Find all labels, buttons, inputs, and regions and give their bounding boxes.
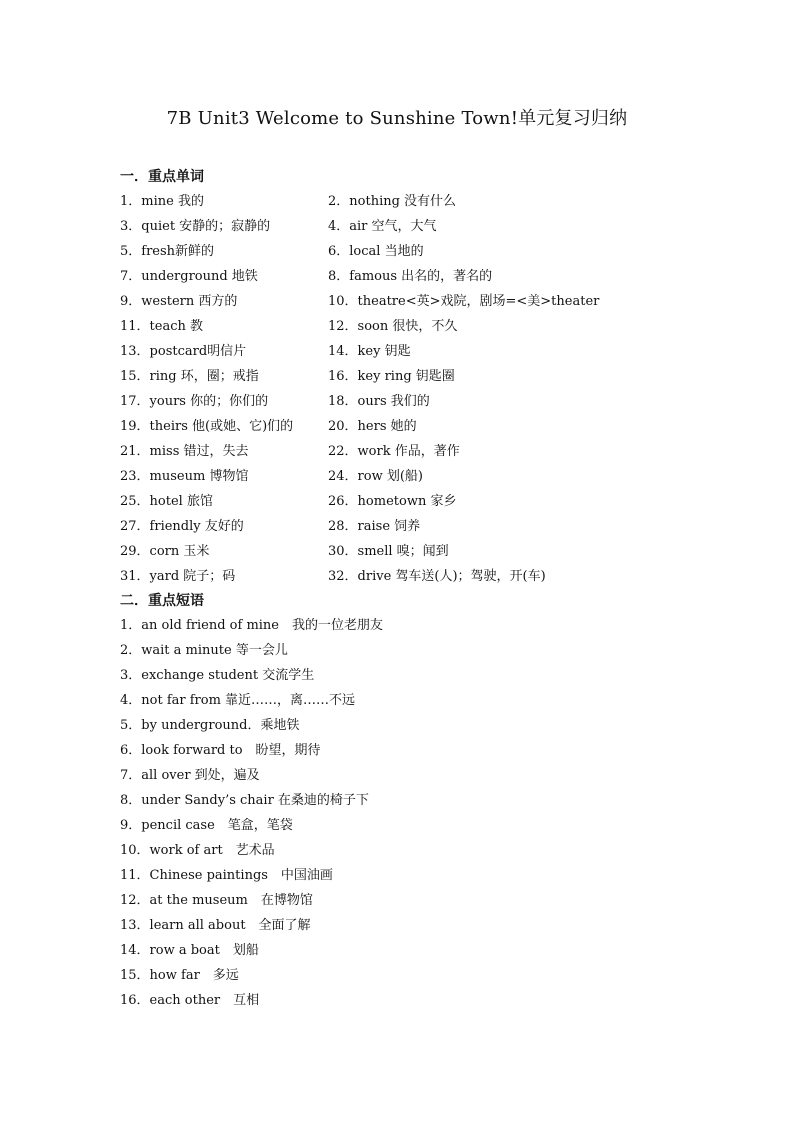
phrase-item: 8．under Sandy’s chair 在桑迪的椅子下 (120, 793, 369, 808)
phrase-item: 6．look forward to 盼望，期待 (120, 743, 321, 758)
word-item: 16．key ring 钥匙圈 (328, 369, 455, 384)
word-item: 3．quiet 安静的；寂静的 (120, 219, 271, 234)
phrase-item: 16．each other 互相 (120, 993, 260, 1008)
word-item: 4．air 空气，大气 (328, 219, 437, 234)
word-item: 25．hotel 旅馆 (120, 494, 213, 509)
phrase-item: 3．exchange student 交流学生 (120, 668, 315, 683)
word-item: 14．key 钥匙 (328, 344, 411, 359)
page-title: 7B Unit3 Welcome to Sunshine Town!单元复习归纳 (166, 108, 628, 129)
word-item: 6．local 当地的 (328, 244, 424, 259)
word-item: 5．fresh新鲜的 (120, 244, 215, 259)
phrase-item: 1．an old friend of mine 我的一位老朋友 (120, 618, 383, 633)
phrase-item: 9．pencil case 笔盒，笔袋 (120, 818, 293, 833)
phrase-item: 11．Chinese paintings 中国油画 (120, 868, 333, 883)
phrase-item: 14．row a boat 划船 (120, 943, 259, 958)
word-item: 11．teach 教 (120, 319, 203, 334)
phrase-item: 10．work of art 艺术品 (120, 843, 275, 858)
word-item: 17．yours 你的；你们的 (120, 394, 269, 409)
word-item: 28．raise 饲养 (328, 519, 421, 534)
word-item: 20．hers 她的 (328, 419, 417, 434)
section-heading-key-words: 一．重点单词 (120, 169, 204, 185)
word-item: 24．row 划(船) (328, 469, 423, 484)
word-item: 2．nothing 没有什么 (328, 194, 457, 209)
phrase-item: 2．wait a minute 等一会儿 (120, 643, 288, 658)
word-item: 13．postcard明信片 (120, 344, 247, 359)
word-item: 12．soon 很快，不久 (328, 319, 458, 334)
word-item: 9．western 西方的 (120, 294, 238, 309)
phrase-item: 15．how far 多远 (120, 968, 239, 983)
word-item: 22．work 作品，著作 (328, 444, 460, 459)
word-item: 29．corn 玉米 (120, 544, 210, 559)
word-item: 15．ring 环，圈；戒指 (120, 369, 259, 384)
word-item: 21．miss 错过，失去 (120, 444, 249, 459)
word-item: 30．smell 嗅；闻到 (328, 544, 449, 559)
section-heading-key-phrases: 二．重点短语 (120, 593, 204, 609)
word-item: 18．ours 我们的 (328, 394, 430, 409)
phrase-item: 12．at the museum 在博物馆 (120, 893, 313, 908)
word-item: 27．friendly 友好的 (120, 519, 244, 534)
phrase-item: 5．by underground．乘地铁 (120, 718, 300, 733)
word-item: 23．museum 博物馆 (120, 469, 249, 484)
word-item: 32．drive 驾车送(人)；驾驶，开(车) (328, 569, 546, 584)
word-item: 10．theatre<英>戏院，剧场=<美>theater (328, 294, 600, 309)
phrase-item: 13．learn all about 全面了解 (120, 918, 311, 933)
phrase-item: 7．all over 到处，遍及 (120, 768, 260, 783)
word-item: 7．underground 地铁 (120, 269, 258, 284)
word-item: 19．theirs 他(或她、它)们的 (120, 419, 294, 434)
word-item: 1．mine 我的 (120, 194, 204, 209)
word-item: 8．famous 出名的，著名的 (328, 269, 493, 284)
word-item: 26．hometown 家乡 (328, 494, 457, 509)
word-item: 31．yard 院子；码 (120, 569, 236, 584)
phrase-item: 4．not far from 靠近……，离……不远 (120, 693, 356, 708)
